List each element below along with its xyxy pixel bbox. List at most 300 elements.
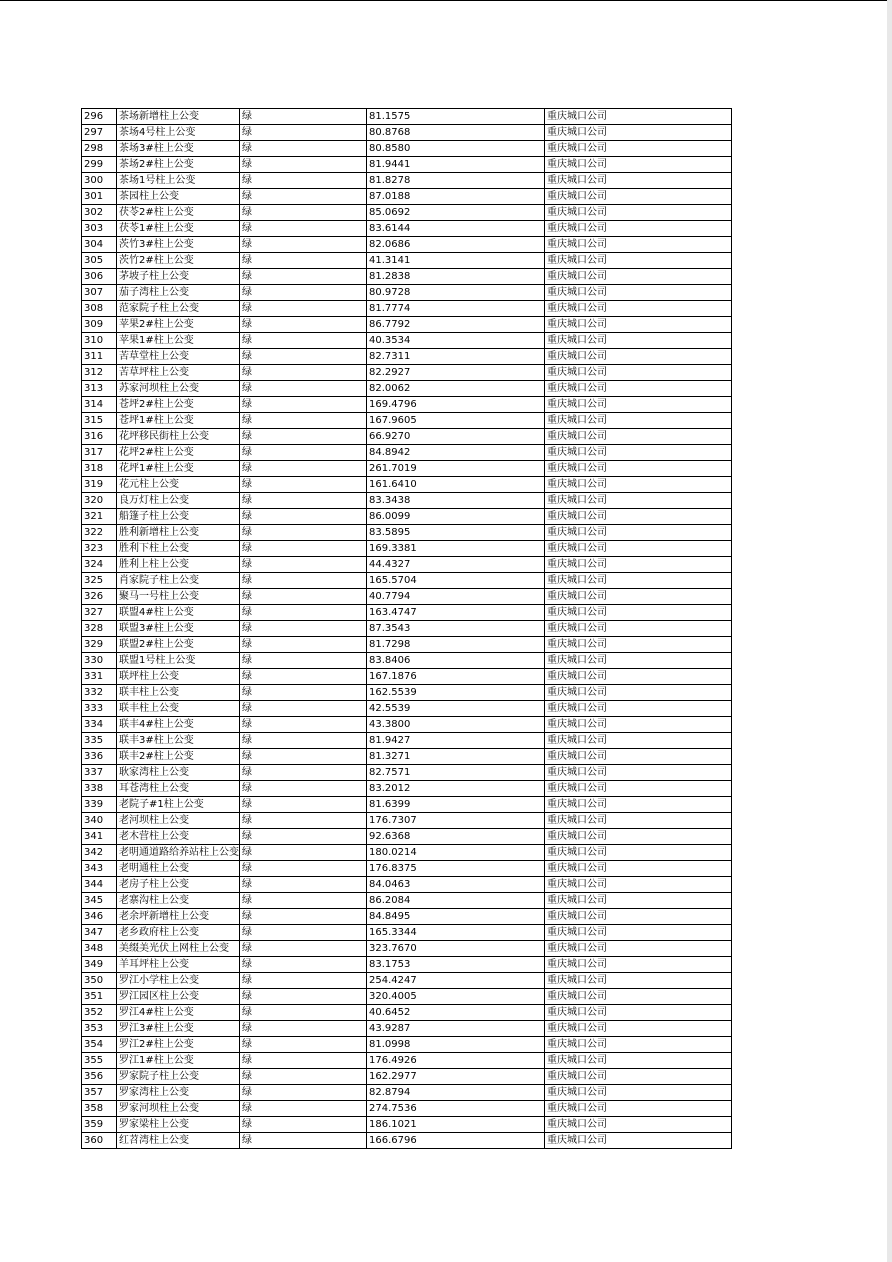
value-cell: 162.2977: [367, 1069, 545, 1085]
row-number-cell: 335: [82, 733, 117, 749]
table-row: [82, 589, 732, 605]
company-cell: 重庆城口公司: [545, 365, 732, 381]
company-cell: 重庆城口公司: [545, 333, 732, 349]
row-number-cell: 322: [82, 525, 117, 541]
table-row: [82, 669, 732, 685]
table-row: [82, 701, 732, 717]
company-cell: 重庆城口公司: [545, 253, 732, 269]
table-row: [82, 157, 732, 173]
company-cell: 重庆城口公司: [545, 637, 732, 653]
company-cell: 重庆城口公司: [545, 1101, 732, 1117]
value-cell: 274.7536: [367, 1101, 545, 1117]
company-cell: 重庆城口公司: [545, 509, 732, 525]
table-row: [82, 349, 732, 365]
row-number-cell: 333: [82, 701, 117, 717]
station-name-cell: 老明通道路给养站柱上公变: [117, 845, 240, 861]
table-row: [82, 541, 732, 557]
status-color-cell: 绿: [240, 429, 367, 445]
status-color-cell: 绿: [240, 1133, 367, 1149]
status-color-cell: 绿: [240, 797, 367, 813]
company-cell: 重庆城口公司: [545, 749, 732, 765]
status-color-cell: 绿: [240, 973, 367, 989]
row-number-cell: 337: [82, 765, 117, 781]
company-cell: 重庆城口公司: [545, 221, 732, 237]
table-row: [82, 877, 732, 893]
status-color-cell: 绿: [240, 557, 367, 573]
row-number-cell: 313: [82, 381, 117, 397]
company-cell: 重庆城口公司: [545, 205, 732, 221]
value-cell: 163.4747: [367, 605, 545, 621]
row-number-cell: 356: [82, 1069, 117, 1085]
value-cell: 42.5539: [367, 701, 545, 717]
value-cell: 81.9427: [367, 733, 545, 749]
table-row: [82, 973, 732, 989]
company-cell: 重庆城口公司: [545, 573, 732, 589]
value-cell: 84.0463: [367, 877, 545, 893]
station-name-cell: 肖家院子柱上公变: [117, 573, 240, 589]
row-number-cell: 329: [82, 637, 117, 653]
value-cell: 323.7670: [367, 941, 545, 957]
table-row: [82, 1085, 732, 1101]
value-cell: 44.4327: [367, 557, 545, 573]
row-number-cell: 299: [82, 157, 117, 173]
row-number-cell: 344: [82, 877, 117, 893]
row-number-cell: 308: [82, 301, 117, 317]
status-color-cell: 绿: [240, 1069, 367, 1085]
status-color-cell: 绿: [240, 365, 367, 381]
table-row: [82, 733, 732, 749]
table-row: [82, 1021, 732, 1037]
value-cell: 83.6144: [367, 221, 545, 237]
company-cell: 重庆城口公司: [545, 429, 732, 445]
station-name-cell: 联丰2#柱上公变: [117, 749, 240, 765]
company-cell: 重庆城口公司: [545, 493, 732, 509]
value-cell: 82.8794: [367, 1085, 545, 1101]
status-color-cell: 绿: [240, 749, 367, 765]
value-cell: 82.2927: [367, 365, 545, 381]
company-cell: 重庆城口公司: [545, 349, 732, 365]
value-cell: 80.8580: [367, 141, 545, 157]
table-row: [82, 365, 732, 381]
company-cell: 重庆城口公司: [545, 381, 732, 397]
table-row: [82, 685, 732, 701]
table-row: [82, 941, 732, 957]
row-number-cell: 354: [82, 1037, 117, 1053]
status-color-cell: 绿: [240, 173, 367, 189]
value-cell: 169.4796: [367, 397, 545, 413]
value-cell: 161.6410: [367, 477, 545, 493]
company-cell: 重庆城口公司: [545, 877, 732, 893]
table-row: [82, 557, 732, 573]
table-row: [82, 285, 732, 301]
status-color-cell: 绿: [240, 205, 367, 221]
station-name-cell: 罗江4#柱上公变: [117, 1005, 240, 1021]
row-number-cell: 330: [82, 653, 117, 669]
table-row: [82, 957, 732, 973]
status-color-cell: 绿: [240, 493, 367, 509]
company-cell: 重庆城口公司: [545, 701, 732, 717]
station-name-cell: 羊耳坪柱上公变: [117, 957, 240, 973]
status-color-cell: 绿: [240, 1053, 367, 1069]
table-row: [82, 493, 732, 509]
value-cell: 165.5704: [367, 573, 545, 589]
station-name-cell: 苹果2#柱上公变: [117, 317, 240, 333]
row-number-cell: 325: [82, 573, 117, 589]
row-number-cell: 348: [82, 941, 117, 957]
row-number-cell: 316: [82, 429, 117, 445]
status-color-cell: 绿: [240, 941, 367, 957]
station-name-cell: 苦草坪柱上公变: [117, 365, 240, 381]
status-color-cell: 绿: [240, 189, 367, 205]
value-cell: 84.8942: [367, 445, 545, 461]
status-color-cell: 绿: [240, 445, 367, 461]
station-name-cell: 联盟1号柱上公变: [117, 653, 240, 669]
table-row: [82, 573, 732, 589]
company-cell: 重庆城口公司: [545, 845, 732, 861]
company-cell: 重庆城口公司: [545, 973, 732, 989]
station-name-cell: 苦草堂柱上公变: [117, 349, 240, 365]
page-right-edge: [887, 0, 892, 1262]
company-cell: 重庆城口公司: [545, 925, 732, 941]
status-color-cell: 绿: [240, 381, 367, 397]
row-number-cell: 297: [82, 125, 117, 141]
status-color-cell: 绿: [240, 253, 367, 269]
value-cell: 82.7571: [367, 765, 545, 781]
table-row: [82, 141, 732, 157]
value-cell: 43.3800: [367, 717, 545, 733]
table-row: [82, 477, 732, 493]
status-color-cell: 绿: [240, 669, 367, 685]
table-body: [82, 109, 732, 1149]
station-name-cell: 罗家湾柱上公变: [117, 1085, 240, 1101]
company-cell: 重庆城口公司: [545, 173, 732, 189]
company-cell: 重庆城口公司: [545, 733, 732, 749]
row-number-cell: 342: [82, 845, 117, 861]
company-cell: 重庆城口公司: [545, 909, 732, 925]
value-cell: 83.8406: [367, 653, 545, 669]
station-name-cell: 老乡政府柱上公变: [117, 925, 240, 941]
table-row: [82, 413, 732, 429]
station-name-cell: 茯苓1#柱上公变: [117, 221, 240, 237]
value-cell: 180.0214: [367, 845, 545, 861]
value-cell: 92.6368: [367, 829, 545, 845]
value-cell: 41.3141: [367, 253, 545, 269]
table-row: [82, 445, 732, 461]
station-name-cell: 胜利下柱上公变: [117, 541, 240, 557]
table-row: [82, 525, 732, 541]
company-cell: 重庆城口公司: [545, 685, 732, 701]
station-name-cell: 联丰3#柱上公变: [117, 733, 240, 749]
row-number-cell: 298: [82, 141, 117, 157]
page-top-border: [0, 0, 892, 1]
station-name-cell: 罗江园区柱上公变: [117, 989, 240, 1005]
company-cell: 重庆城口公司: [545, 1005, 732, 1021]
value-cell: 80.9728: [367, 285, 545, 301]
station-name-cell: 花坪移民街柱上公变: [117, 429, 240, 445]
station-name-cell: 耳苍湾柱上公变: [117, 781, 240, 797]
row-number-cell: 318: [82, 461, 117, 477]
station-name-cell: 花元柱上公变: [117, 477, 240, 493]
row-number-cell: 301: [82, 189, 117, 205]
status-color-cell: 绿: [240, 1021, 367, 1037]
row-number-cell: 311: [82, 349, 117, 365]
company-cell: 重庆城口公司: [545, 669, 732, 685]
company-cell: 重庆城口公司: [545, 461, 732, 477]
row-number-cell: 340: [82, 813, 117, 829]
value-cell: 81.3271: [367, 749, 545, 765]
station-name-cell: 茶场2#柱上公变: [117, 157, 240, 173]
row-number-cell: 347: [82, 925, 117, 941]
table-row: [82, 637, 732, 653]
status-color-cell: 绿: [240, 221, 367, 237]
row-number-cell: 314: [82, 397, 117, 413]
status-color-cell: 绿: [240, 989, 367, 1005]
value-cell: 81.7298: [367, 637, 545, 653]
value-cell: 81.7774: [367, 301, 545, 317]
table-row: [82, 1117, 732, 1133]
value-cell: 176.7307: [367, 813, 545, 829]
station-name-cell: 花坪1#柱上公变: [117, 461, 240, 477]
station-name-cell: 胜利新增柱上公变: [117, 525, 240, 541]
table-row: [82, 333, 732, 349]
station-name-cell: 苹果1#柱上公变: [117, 333, 240, 349]
value-cell: 82.0686: [367, 237, 545, 253]
table-row: [82, 1101, 732, 1117]
status-color-cell: 绿: [240, 653, 367, 669]
status-color-cell: 绿: [240, 733, 367, 749]
value-cell: 86.2084: [367, 893, 545, 909]
value-cell: 166.6796: [367, 1133, 545, 1149]
status-color-cell: 绿: [240, 349, 367, 365]
status-color-cell: 绿: [240, 461, 367, 477]
status-color-cell: 绿: [240, 781, 367, 797]
row-number-cell: 315: [82, 413, 117, 429]
table-row: [82, 909, 732, 925]
status-color-cell: 绿: [240, 157, 367, 173]
station-name-cell: 茶场3#柱上公变: [117, 141, 240, 157]
table-row: [82, 301, 732, 317]
row-number-cell: 309: [82, 317, 117, 333]
transformer-table: [81, 108, 732, 1149]
company-cell: 重庆城口公司: [545, 157, 732, 173]
status-color-cell: 绿: [240, 765, 367, 781]
status-color-cell: 绿: [240, 333, 367, 349]
status-color-cell: 绿: [240, 269, 367, 285]
value-cell: 80.8768: [367, 125, 545, 141]
company-cell: 重庆城口公司: [545, 1069, 732, 1085]
table-row: [82, 269, 732, 285]
row-number-cell: 339: [82, 797, 117, 813]
value-cell: 86.0099: [367, 509, 545, 525]
station-name-cell: 良万灯柱上公变: [117, 493, 240, 509]
table-row: [82, 317, 732, 333]
status-color-cell: 绿: [240, 1085, 367, 1101]
status-color-cell: 绿: [240, 413, 367, 429]
row-number-cell: 306: [82, 269, 117, 285]
station-name-cell: 老明通柱上公变: [117, 861, 240, 877]
value-cell: 81.9441: [367, 157, 545, 173]
status-color-cell: 绿: [240, 957, 367, 973]
company-cell: 重庆城口公司: [545, 301, 732, 317]
station-name-cell: 罗江1#柱上公变: [117, 1053, 240, 1069]
row-number-cell: 346: [82, 909, 117, 925]
station-name-cell: 联盟4#柱上公变: [117, 605, 240, 621]
value-cell: 85.0692: [367, 205, 545, 221]
station-name-cell: 茶场新增柱上公变: [117, 109, 240, 125]
company-cell: 重庆城口公司: [545, 813, 732, 829]
status-color-cell: 绿: [240, 845, 367, 861]
company-cell: 重庆城口公司: [545, 525, 732, 541]
status-color-cell: 绿: [240, 861, 367, 877]
row-number-cell: 310: [82, 333, 117, 349]
status-color-cell: 绿: [240, 909, 367, 925]
value-cell: 186.1021: [367, 1117, 545, 1133]
company-cell: 重庆城口公司: [545, 957, 732, 973]
status-color-cell: 绿: [240, 317, 367, 333]
row-number-cell: 319: [82, 477, 117, 493]
status-color-cell: 绿: [240, 1101, 367, 1117]
table-row: [82, 989, 732, 1005]
station-name-cell: 耿家湾柱上公变: [117, 765, 240, 781]
table-row: [82, 237, 732, 253]
value-cell: 169.3381: [367, 541, 545, 557]
company-cell: 重庆城口公司: [545, 109, 732, 125]
status-color-cell: 绿: [240, 621, 367, 637]
status-color-cell: 绿: [240, 701, 367, 717]
company-cell: 重庆城口公司: [545, 557, 732, 573]
table-row: [82, 1037, 732, 1053]
value-cell: 82.7311: [367, 349, 545, 365]
company-cell: 重庆城口公司: [545, 781, 732, 797]
company-cell: 重庆城口公司: [545, 477, 732, 493]
company-cell: 重庆城口公司: [545, 653, 732, 669]
status-color-cell: 绿: [240, 1005, 367, 1021]
company-cell: 重庆城口公司: [545, 1037, 732, 1053]
company-cell: 重庆城口公司: [545, 765, 732, 781]
status-color-cell: 绿: [240, 1117, 367, 1133]
status-color-cell: 绿: [240, 717, 367, 733]
station-name-cell: 茅坡子柱上公变: [117, 269, 240, 285]
company-cell: 重庆城口公司: [545, 893, 732, 909]
table-row: [82, 205, 732, 221]
table-row: [82, 1053, 732, 1069]
company-cell: 重庆城口公司: [545, 317, 732, 333]
station-name-cell: 船篷子柱上公变: [117, 509, 240, 525]
value-cell: 254.4247: [367, 973, 545, 989]
company-cell: 重庆城口公司: [545, 941, 732, 957]
row-number-cell: 320: [82, 493, 117, 509]
status-color-cell: 绿: [240, 829, 367, 845]
table-row: [82, 829, 732, 845]
station-name-cell: 联盟3#柱上公变: [117, 621, 240, 637]
company-cell: 重庆城口公司: [545, 1053, 732, 1069]
value-cell: 43.9287: [367, 1021, 545, 1037]
company-cell: 重庆城口公司: [545, 141, 732, 157]
status-color-cell: 绿: [240, 525, 367, 541]
station-name-cell: 茯苓2#柱上公变: [117, 205, 240, 221]
value-cell: 83.2012: [367, 781, 545, 797]
row-number-cell: 307: [82, 285, 117, 301]
value-cell: 162.5539: [367, 685, 545, 701]
value-cell: 86.7792: [367, 317, 545, 333]
value-cell: 87.0188: [367, 189, 545, 205]
company-cell: 重庆城口公司: [545, 189, 732, 205]
row-number-cell: 328: [82, 621, 117, 637]
status-color-cell: 绿: [240, 125, 367, 141]
row-number-cell: 341: [82, 829, 117, 845]
station-name-cell: 茄子湾柱上公变: [117, 285, 240, 301]
status-color-cell: 绿: [240, 589, 367, 605]
status-color-cell: 绿: [240, 925, 367, 941]
station-name-cell: 老木营柱上公变: [117, 829, 240, 845]
company-cell: 重庆城口公司: [545, 269, 732, 285]
table-row: [82, 845, 732, 861]
station-name-cell: 联丰柱上公变: [117, 685, 240, 701]
status-color-cell: 绿: [240, 109, 367, 125]
row-number-cell: 321: [82, 509, 117, 525]
station-name-cell: 美缀美光伏上网柱上公变: [117, 941, 240, 957]
value-cell: 40.3534: [367, 333, 545, 349]
station-name-cell: 花坪2#柱上公变: [117, 445, 240, 461]
station-name-cell: 苍坪1#柱上公变: [117, 413, 240, 429]
station-name-cell: 联丰柱上公变: [117, 701, 240, 717]
station-name-cell: 老寨沟柱上公变: [117, 893, 240, 909]
value-cell: 81.6399: [367, 797, 545, 813]
company-cell: 重庆城口公司: [545, 829, 732, 845]
value-cell: 40.6452: [367, 1005, 545, 1021]
table-row: [82, 1133, 732, 1149]
company-cell: 重庆城口公司: [545, 989, 732, 1005]
station-name-cell: 老院子#1柱上公变: [117, 797, 240, 813]
row-number-cell: 312: [82, 365, 117, 381]
value-cell: 40.7794: [367, 589, 545, 605]
station-name-cell: 范家院子柱上公变: [117, 301, 240, 317]
status-color-cell: 绿: [240, 141, 367, 157]
status-color-cell: 绿: [240, 637, 367, 653]
value-cell: 81.1575: [367, 109, 545, 125]
row-number-cell: 343: [82, 861, 117, 877]
table-row: [82, 749, 732, 765]
station-name-cell: 聚马一号柱上公变: [117, 589, 240, 605]
value-cell: 83.1753: [367, 957, 545, 973]
status-color-cell: 绿: [240, 573, 367, 589]
status-color-cell: 绿: [240, 301, 367, 317]
row-number-cell: 351: [82, 989, 117, 1005]
row-number-cell: 350: [82, 973, 117, 989]
table-row: [82, 381, 732, 397]
status-color-cell: 绿: [240, 877, 367, 893]
value-cell: 87.3543: [367, 621, 545, 637]
table-row: [82, 221, 732, 237]
row-number-cell: 304: [82, 237, 117, 253]
value-cell: 83.5895: [367, 525, 545, 541]
company-cell: 重庆城口公司: [545, 541, 732, 557]
status-color-cell: 绿: [240, 285, 367, 301]
table-row: [82, 1005, 732, 1021]
value-cell: 81.8278: [367, 173, 545, 189]
value-cell: 165.3344: [367, 925, 545, 941]
status-color-cell: 绿: [240, 477, 367, 493]
table-row: [82, 861, 732, 877]
station-name-cell: 罗江3#柱上公变: [117, 1021, 240, 1037]
row-number-cell: 300: [82, 173, 117, 189]
value-cell: 176.8375: [367, 861, 545, 877]
value-cell: 261.7019: [367, 461, 545, 477]
value-cell: 66.9270: [367, 429, 545, 445]
row-number-cell: 357: [82, 1085, 117, 1101]
station-name-cell: 罗家河坝柱上公变: [117, 1101, 240, 1117]
station-name-cell: 老河坝柱上公变: [117, 813, 240, 829]
